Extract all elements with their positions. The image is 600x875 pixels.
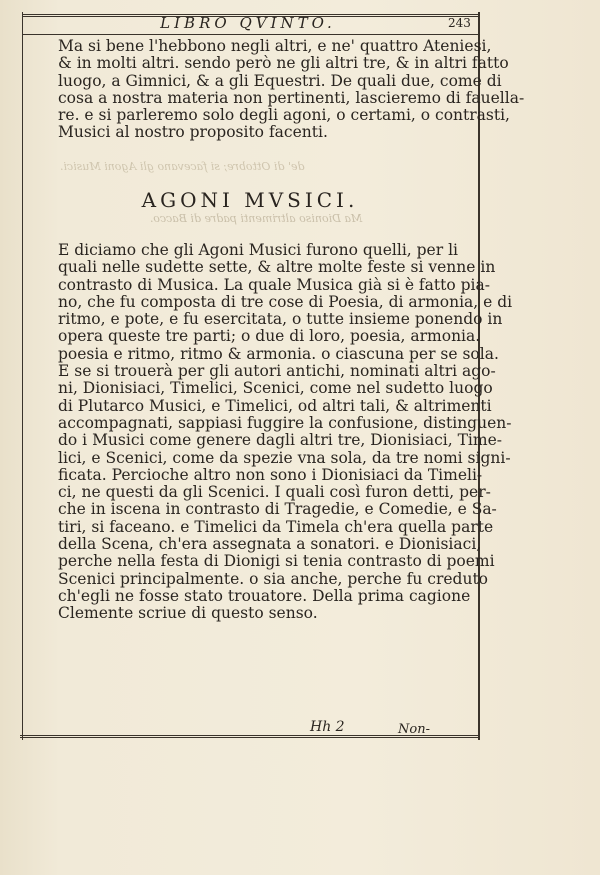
top-paragraph <box>58 37 525 142</box>
signature-mark: Hh 2 <box>310 719 345 735</box>
text-line: no, che fu composta di tre cose di Poesia, di armonia, e di <box>58 292 513 311</box>
text-line: perche nella festa di Dionigi si tenia contrasto di poemi <box>58 552 495 571</box>
text-line: E diciamo che gli Agoni Musici furono quelli, per li <box>58 241 458 259</box>
bleed-through-text: Ma Dioniso altrimenti padre di Bacco. <box>150 212 363 225</box>
text-line: ritmo, e pote, e fu esercitata, o tutte insieme ponendo in <box>58 310 503 329</box>
text-line: accompagnati, sappiasi fuggire la confusione, distinguen- <box>58 413 512 432</box>
text-line: ni, Dionisiaci, Timelici, Scenici, come nel sudetto luogo <box>58 379 493 398</box>
text-line: cosa a nostra materia non pertinenti, lascieremo di fauella- <box>58 88 525 107</box>
text-line: Clemente scriue di questo senso. <box>58 604 318 623</box>
text-line: Musici al nostro proposito facenti. <box>58 123 328 142</box>
text-line: luogo, a Gimnici, & a gli Equestri. De quali due, come di <box>58 71 502 90</box>
text-line: tiri, si faceano. e Timelici da Timela ch'era quella parte <box>58 517 494 536</box>
bleed-through-text: de' di Ottobre; si facevano gli Agoni Musici. <box>60 160 305 173</box>
text-line: Scenici principalmente. o sia anche, perche fu creduto <box>58 569 489 588</box>
catchword: Non- <box>398 722 430 737</box>
text-line: re. e si parleremo solo degli agoni, o certami, o contrasti, <box>58 106 510 125</box>
text-line: contrasto di Musica. La quale Musica già si è fatto pia- <box>58 275 490 294</box>
text-line: do i Musici come genere dagli altri tre, Dionisiaci, Time- <box>58 431 502 450</box>
text-line: & in molti altri. sendo però ne gli altri tre, & in altri fatto <box>58 54 509 73</box>
text-line: della Scena, ch'era assegnata a sonatori. e Dionisiaci, <box>58 535 482 554</box>
text-line: E se si trouerà per gli autori antichi, nominati altri ago- <box>58 362 496 381</box>
text-line: di Plutarco Musici, e Timelici, od altri tali, & altrimenti <box>58 396 492 415</box>
text-line: poesia e ritmo, ritmo & armonia. o ciascuna per se sola. <box>58 344 499 363</box>
footer-rule <box>20 735 480 738</box>
running-head: LIBRO QVINTO. <box>160 14 336 32</box>
text-line: opera queste tre parti; o due di loro, poesia, armonia. <box>58 327 481 346</box>
body-paragraph <box>58 241 513 623</box>
text-line: quali nelle sudette sette, & altre molte feste si venne in <box>58 258 496 277</box>
text-line: che in iscena in contrasto di Tragedie, e Comedie, e Sa- <box>58 500 497 519</box>
page-number: 243 <box>448 16 471 30</box>
header-underline <box>22 34 479 35</box>
text-line: ci, ne questi da gli Scenici. I quali così furon detti, per- <box>58 483 491 502</box>
text-line: ficata. Percioche altro non sono i Dionisiaci da Timeli- <box>58 465 483 484</box>
text-line: ch'egli ne fosse stato trouatore. Della prima cagione <box>58 586 471 605</box>
section-title: AGONI MVSICI. <box>141 188 359 212</box>
text-line: Ma si bene l'hebbono negli altri, e ne' quattro Ateniesi, <box>58 37 492 55</box>
text-line: lici, e Scenici, come da spezie vna sola, da tre nomi signi- <box>58 448 511 467</box>
